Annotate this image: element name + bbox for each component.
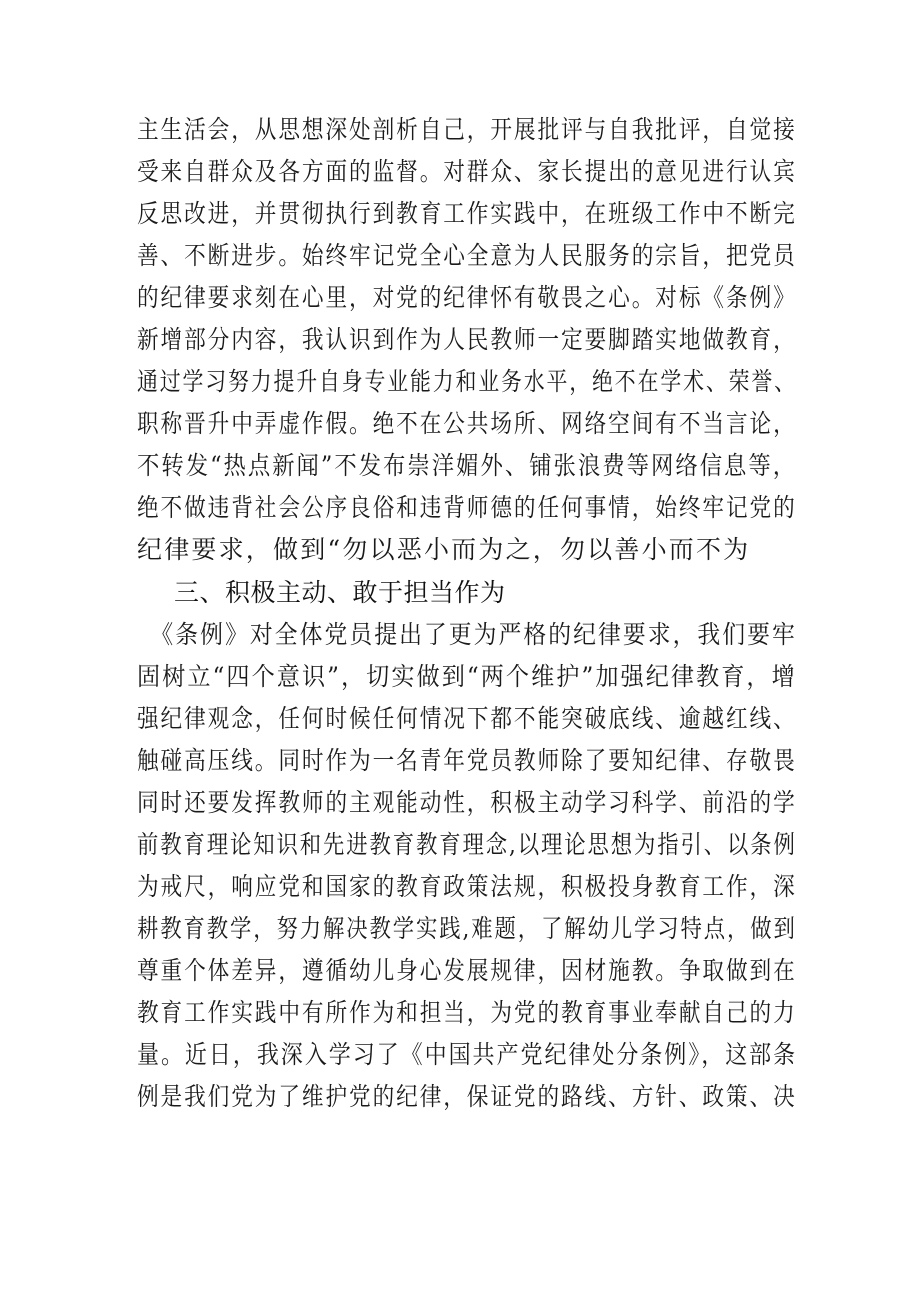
body-line: 强纪律观念，任何时候任何情况下都不能突破底线、逾越红线、 [137,704,797,733]
body-line: 不转发“热点新闻”不发布崇洋媚外、铺张浪费等网络信息等， [137,451,798,480]
section-heading: 三、积极主动、敢于担当作为 [174,578,506,607]
body-line: 耕教育教学，努力解决教学实践,难题，了解幼儿学习特点，做到 [137,914,797,943]
body-line: 尊重个体差异，遵循幼儿身心发展规律，因材施教。争取做到在 [137,956,797,985]
body-line: 固树立“四个意识”，切实做到“两个维护”加强纪律教育，增 [137,662,797,691]
body-line: 前教育理论知识和先进教育教育理念,以理论思想为指引、以条例 [137,830,797,859]
body-line: 《条例》对全体党员提出了更为严格的纪律要求，我们要牢 [137,620,797,649]
body-line: 例是我们党为了维护党的纪律，保证党的路线、方针、政策、决 [137,1082,797,1111]
body-line: 教育工作实践中有所作为和担当，为党的教育事业奉献自己的力 [137,998,797,1027]
body-line: 受来自群众及各方面的监督。对群众、家长提出的意见进行认宾 [137,157,797,186]
body-line: 量。近日，我深入学习了《中国共产党纪律处分条例》，这部条 [137,1040,798,1069]
body-line: 触碰高压线。同时作为一名青年党员教师除了要知纪律、存敬畏 [137,746,797,775]
body-line: 主生活会，从思想深处剖析自己，开展批评与自我批评，自觉接 [137,115,797,144]
body-line: 的纪律要求刻在心里，对党的纪律怀有敬畏之心。对标《条例》 [137,283,797,312]
body-line: 职称晋升中弄虚作假。绝不在公共场所、网络空间有不当言论， [137,409,797,438]
body-line: 纪律要求，做到“勿以恶小而为之，勿以善小而不为 [137,535,751,564]
body-line: 反思改进，并贯彻执行到教育工作实践中，在班级工作中不断完 [137,199,797,228]
body-line: 通过学习努力提升自身专业能力和业务水平，绝不在学术、荣誉、 [137,367,797,396]
body-line: 同时还要发挥教师的主观能动性，积极主动学习科学、前沿的学 [137,788,797,817]
body-line: 善、不断进步。始终牢记党全心全意为人民服务的宗旨，把党员 [137,241,797,270]
body-line: 新增部分内容，我认识到作为人民教师一定要脚踏实地做教育， [137,325,797,354]
body-line: 为戒尺，响应党和国家的教育政策法规，积极投身教育工作，深 [137,872,797,901]
body-line: 绝不做违背社会公序良俗和违背师德的任何事情，始终牢记党的 [137,493,797,522]
